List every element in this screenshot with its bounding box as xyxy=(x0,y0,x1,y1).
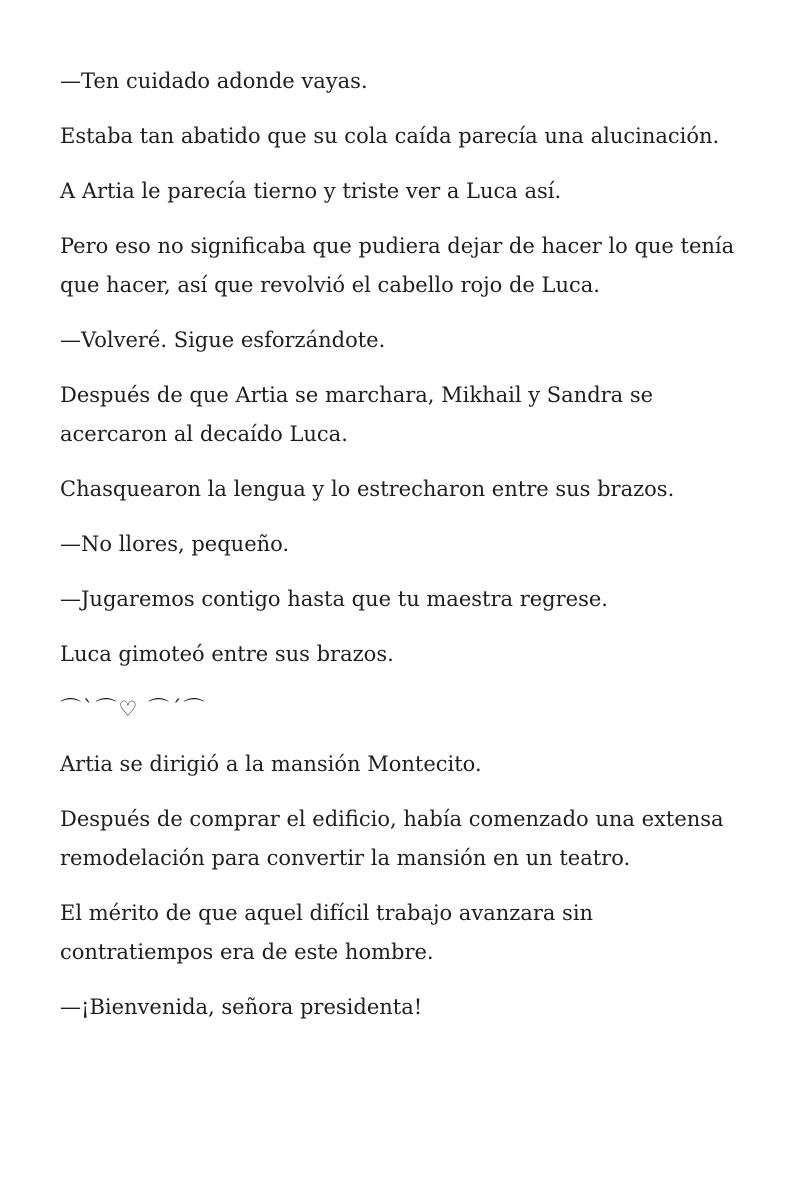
paragraph: —¡Bienvenida, señora presidenta! xyxy=(60,995,423,1019)
scene-break-divider: ⌒`⌒♡ ⌒´⌒ xyxy=(60,697,207,721)
paragraph: Después de comprar el edificio, había comenzado una extensa remodelación para convertir la mansión en un teatro. xyxy=(60,807,724,870)
paragraph: Artia se dirigió a la mansión Montecito. xyxy=(60,752,482,776)
paragraph: A Artia le parecía tierno y triste ver a Luca así. xyxy=(60,179,562,203)
paragraph: Después de que Artia se marchara, Mikhail y Sandra se acercaron al decaído Luca. xyxy=(60,383,654,446)
reading-page xyxy=(60,62,740,1043)
paragraph: Luca gimoteó entre sus brazos. xyxy=(60,642,394,666)
paragraph: El mérito de que aquel difícil trabajo avanzara sin contratiempos era de este hombre. xyxy=(60,901,594,964)
paragraph: Pero eso no significaba que pudiera dejar de hacer lo que tenía que hacer, así que revolvió el cabello rojo de Luca. xyxy=(60,234,735,297)
paragraph: Estaba tan abatido que su cola caída parecía una alucinación. xyxy=(60,124,720,148)
paragraph: —Ten cuidado adonde vayas. xyxy=(60,69,368,93)
paragraph: —Jugaremos contigo hasta que tu maestra regrese. xyxy=(60,587,608,611)
paragraph: —No llores, pequeño. xyxy=(60,532,290,556)
paragraph: Chasquearon la lengua y lo estrecharon entre sus brazos. xyxy=(60,477,675,501)
paragraph: —Volveré. Sigue esforzándote. xyxy=(60,328,386,352)
